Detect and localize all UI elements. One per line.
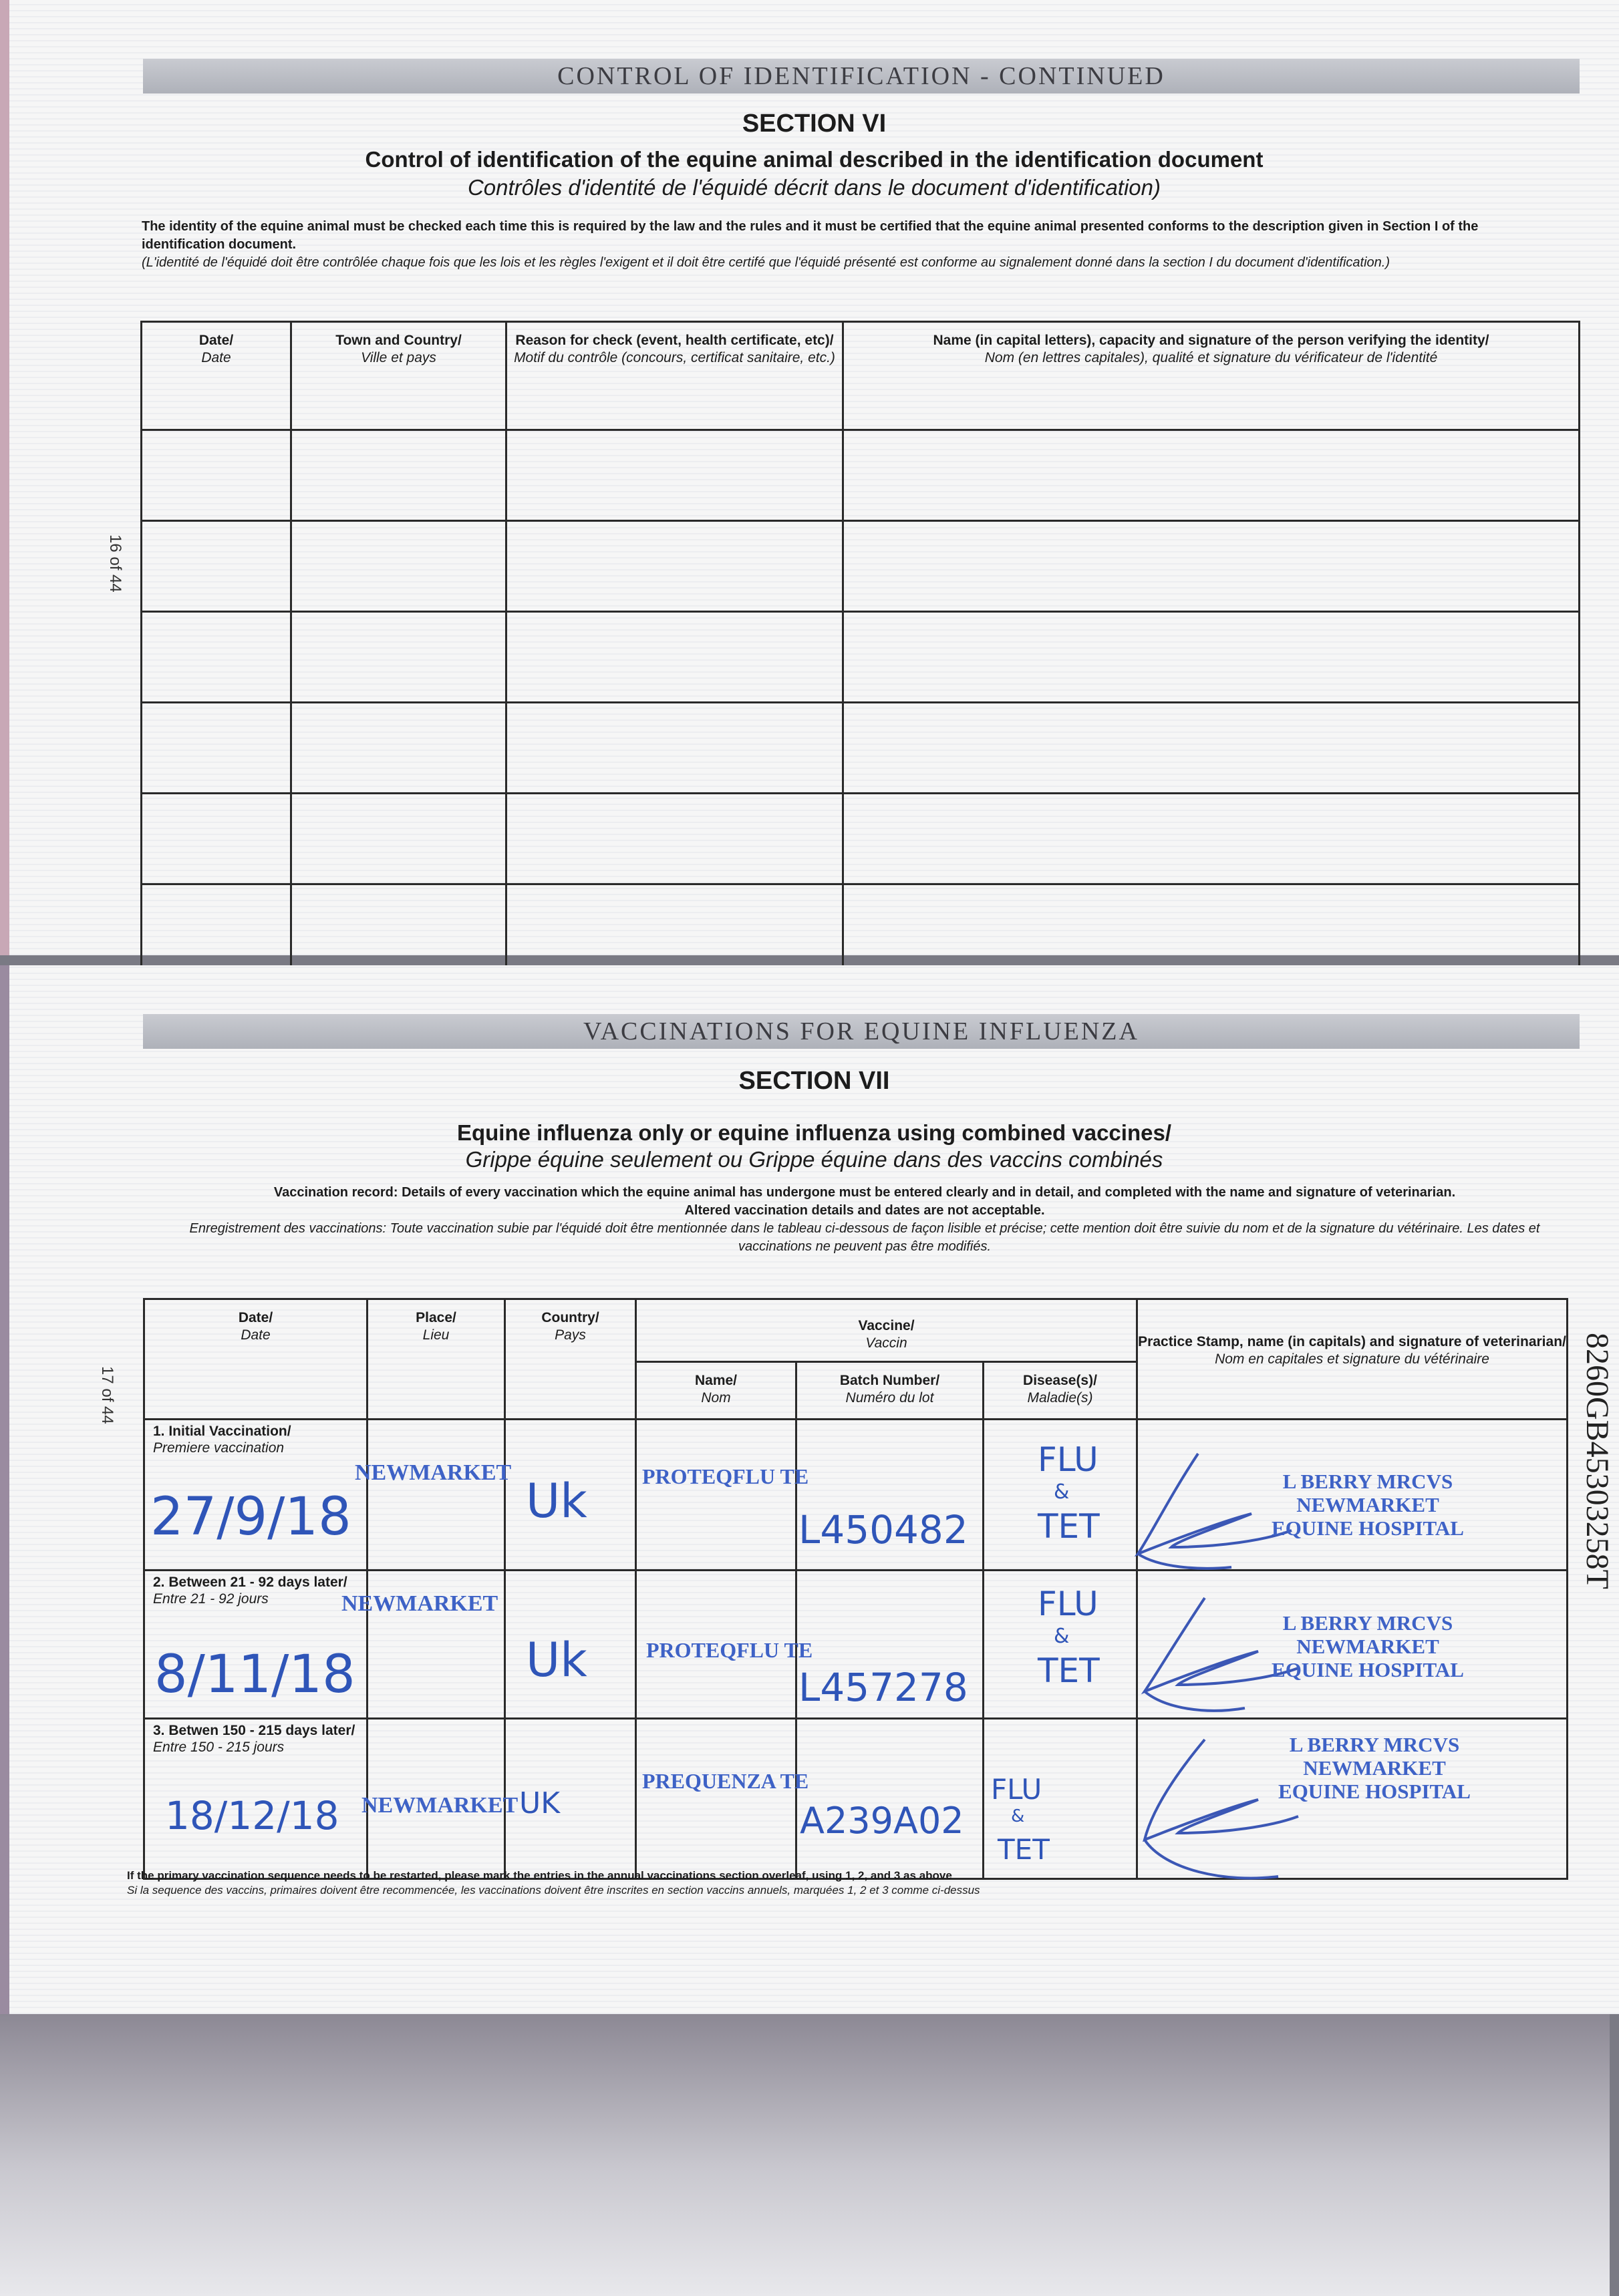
col-reason: Reason for check (event, health certificate, etc)/ Motif du contrôle (concours, certificat sanitaire, etc.) (506, 322, 843, 430)
vaccine-name-cell[interactable] (636, 1719, 809, 1879)
disease-line-1: FLU (991, 1773, 1042, 1806)
cell[interactable] (506, 430, 843, 521)
country-cell[interactable] (505, 1719, 636, 1879)
page-section-vii (0, 965, 1619, 2014)
cell[interactable] (291, 612, 506, 703)
disease-line-2: & (1011, 1806, 1025, 1826)
section-band: VACCINATIONS FOR EQUINE INFLUENZA (143, 1014, 1580, 1049)
cell[interactable] (843, 884, 1580, 971)
practice-stamp: L BERRY MRCVS NEWMARKET EQUINE HOSPITAL (1272, 1611, 1464, 1681)
table-row (142, 430, 1580, 521)
disease-line-2: & (1054, 1480, 1070, 1504)
page-number: 17 of 44 (98, 1366, 116, 1424)
cell[interactable] (291, 884, 506, 971)
place-cell[interactable] (341, 1571, 505, 1719)
cell[interactable] (506, 884, 843, 971)
batch-cell[interactable] (796, 1420, 984, 1571)
page-number: 16 of 44 (106, 534, 124, 593)
title-en: Equine influenza only or equine influenza using combined vaccines/ (456, 1120, 1171, 1145)
section-title: SECTION VII (738, 1067, 890, 1095)
place-cell[interactable] (361, 1719, 519, 1879)
title-fr: Grippe équine seulement ou Grippe équine dans des vaccins combinés (465, 1147, 1163, 1172)
note-en-2: Altered vaccination details and dates are not acceptable. (684, 1203, 1045, 1218)
vaccination-table (143, 1298, 1568, 1880)
cell[interactable] (142, 612, 291, 703)
col-diseases: Disease(s)/ Maladie(s) (984, 1362, 1137, 1420)
country: Uk (526, 1633, 587, 1687)
vaccine-name-stamp: PREQUENZA TE (642, 1769, 809, 1793)
identity-check-table (140, 321, 1580, 972)
table-row (142, 521, 1580, 612)
identity-note-en: The identity of the equine animal must be checked each time this is required by the law and the rules and it must be certified that the equine animal presented conforms to the description given in Section I of the identification document. (142, 219, 1479, 252)
stamp-cell[interactable] (1137, 1571, 1568, 1719)
vaccine-name-cell[interactable] (636, 1420, 809, 1571)
vaccine-name-cell[interactable] (636, 1571, 813, 1719)
footnote-en: If the primary vaccination sequence needs to be restarted, please mark the entries in the annual vaccinations section overleaf, using 1, 2, and 3 as above (127, 1869, 952, 1882)
table-row (142, 703, 1580, 794)
table-header-row (142, 322, 1580, 430)
table-row (142, 884, 1580, 971)
vaccination-note (153, 1184, 1576, 1256)
stamp-cell[interactable] (1137, 1420, 1568, 1571)
cell[interactable] (506, 521, 843, 612)
vaccination-row (144, 1571, 1568, 1719)
batch-cell[interactable] (796, 1571, 984, 1719)
cell[interactable] (142, 430, 291, 521)
cell[interactable] (506, 794, 843, 884)
table-row (142, 612, 1580, 703)
date-cell[interactable]: 2. Between 21 - 92 days later/ Entre 21 - 92 jours 8/11/18 (144, 1571, 367, 1719)
col-batch-number: Batch Number/ Numéro du lot (796, 1362, 984, 1420)
note-en: Details of every vaccination which the equine animal has undergone must be entered clearly and in detail, and completed with the name and signature of veterinarian. (402, 1185, 1456, 1200)
batch-number: A239A02 (800, 1800, 964, 1842)
section-title: SECTION VI (742, 110, 887, 138)
place-stamp: NEWMARKET (361, 1793, 519, 1818)
cell[interactable] (142, 703, 291, 794)
vaccine-name-stamp: PROTEQFLU TE (642, 1464, 809, 1488)
practice-stamp: L BERRY MRCVS NEWMARKET EQUINE HOSPITAL (1272, 1470, 1464, 1540)
batch-number: L450482 (798, 1507, 968, 1552)
place-cell[interactable] (355, 1420, 512, 1571)
vaccination-date: 27/9/18 (150, 1487, 351, 1547)
cell[interactable] (291, 521, 506, 612)
section-band: CONTROL OF IDENTIFICATION - CONTINUED (143, 59, 1580, 94)
col-vaccine-name: Name/ Nom (636, 1362, 796, 1420)
cell[interactable] (843, 612, 1580, 703)
country-cell[interactable] (505, 1571, 636, 1719)
batch-cell[interactable] (796, 1719, 984, 1879)
vaccination-row (144, 1420, 1568, 1571)
disease-line-3: TET (1038, 1507, 1100, 1546)
col-verifier: Name (in capital letters), capacity and signature of the person verifying the identity/ Nom (en lettres capitales), qualité et signature du vérificateur de l'identité (843, 322, 1580, 430)
identity-note-fr: (L'identité de l'équidé doit être contrôlée chaque fois que les lois et les règles l'exigent et il doit être certifé que l'équidé présenté est conforme au signalement donné dans la section I du document d'identification.) (142, 255, 1390, 270)
place-stamp: NEWMARKET (341, 1591, 498, 1616)
cell[interactable] (142, 521, 291, 612)
cell[interactable] (142, 884, 291, 971)
table-row (142, 794, 1580, 884)
disease-line-3: TET (1038, 1651, 1100, 1690)
cell[interactable] (142, 794, 291, 884)
vaccination-date: 8/11/18 (154, 1645, 355, 1705)
footnote-fr: Si la sequence des vaccins, primaires doivent être recommencée, les vaccinations doivent être inscrites en section vaccins annuels, marquées 1, 2 et 3 comme ci-dessus (127, 1884, 980, 1897)
cell[interactable] (291, 703, 506, 794)
col-country: Country/ Pays (505, 1299, 636, 1420)
country: Uk (526, 1474, 587, 1528)
note-label: Vaccination record: (273, 1185, 398, 1200)
serial-number: 8260GB45303258T (1580, 1333, 1615, 1589)
date-cell[interactable]: 1. Initial Vaccination/ Premiere vaccination 27/9/18 (144, 1420, 367, 1571)
background-surface (0, 2014, 1610, 2296)
date-cell[interactable]: 3. Betwen 150 - 215 days later/ Entre 150 - 215 jours 18/12/18 (144, 1719, 367, 1879)
disease-cell[interactable] (984, 1420, 1137, 1571)
practice-stamp: L BERRY MRCVS NEWMARKET EQUINE HOSPITAL (1278, 1733, 1471, 1803)
place-stamp: NEWMARKET (355, 1460, 512, 1485)
title-fr: Contrôles d'identité de l'équidé décrit dans le document d'identification) (467, 175, 1161, 200)
col-place: Place/ Lieu (367, 1299, 505, 1420)
disease-line-1: FLU (1038, 1440, 1098, 1479)
vaccine-name-stamp: PROTEQFLU TE (646, 1638, 813, 1662)
cell[interactable] (506, 703, 843, 794)
col-vaccine: Vaccine/ Vaccin (636, 1299, 1137, 1362)
disease-cell[interactable] (984, 1571, 1137, 1719)
cell[interactable] (843, 794, 1580, 884)
title-en: Control of identification of the equine animal described in the identification document (365, 147, 1264, 172)
vaccination-date: 18/12/18 (165, 1793, 339, 1838)
cell[interactable] (843, 703, 1580, 794)
cell[interactable] (291, 430, 506, 521)
cell[interactable] (843, 521, 1580, 612)
page-section-vi (0, 0, 1619, 955)
col-town-country: Town and Country/ Ville et pays (291, 322, 506, 430)
footnote (127, 1868, 1530, 1898)
disease-line-1: FLU (1038, 1585, 1098, 1623)
country-cell[interactable] (505, 1420, 636, 1571)
cell[interactable] (506, 612, 843, 703)
disease-line-2: & (1054, 1625, 1070, 1648)
country: UK (519, 1786, 561, 1820)
col-date: Date/ Date (144, 1299, 367, 1420)
vaccination-row (144, 1719, 1568, 1879)
note-fr: Enregistrement des vaccinations: Toute vaccination subie par l'équidé doit être mentionnée dans le tableau ci-dessous de façon lisible et précise; cette mention doit être suivie du nom et de la signature du vétérinaire. Les dates et vaccinations ne peuvent pas être modifiés. (189, 1221, 1540, 1254)
batch-number: L457278 (798, 1665, 968, 1710)
stamp-cell[interactable] (1137, 1719, 1568, 1879)
disease-line-3: TET (998, 1833, 1050, 1866)
identity-note (142, 218, 1565, 272)
col-practice-stamp: Practice Stamp, name (in capitals) and signature of veterinarian/ Nom en capitales et signature du vétérinaire (1137, 1299, 1568, 1420)
cell[interactable] (843, 430, 1580, 521)
col-date: Date/ Date (142, 322, 291, 430)
cell[interactable] (291, 794, 506, 884)
